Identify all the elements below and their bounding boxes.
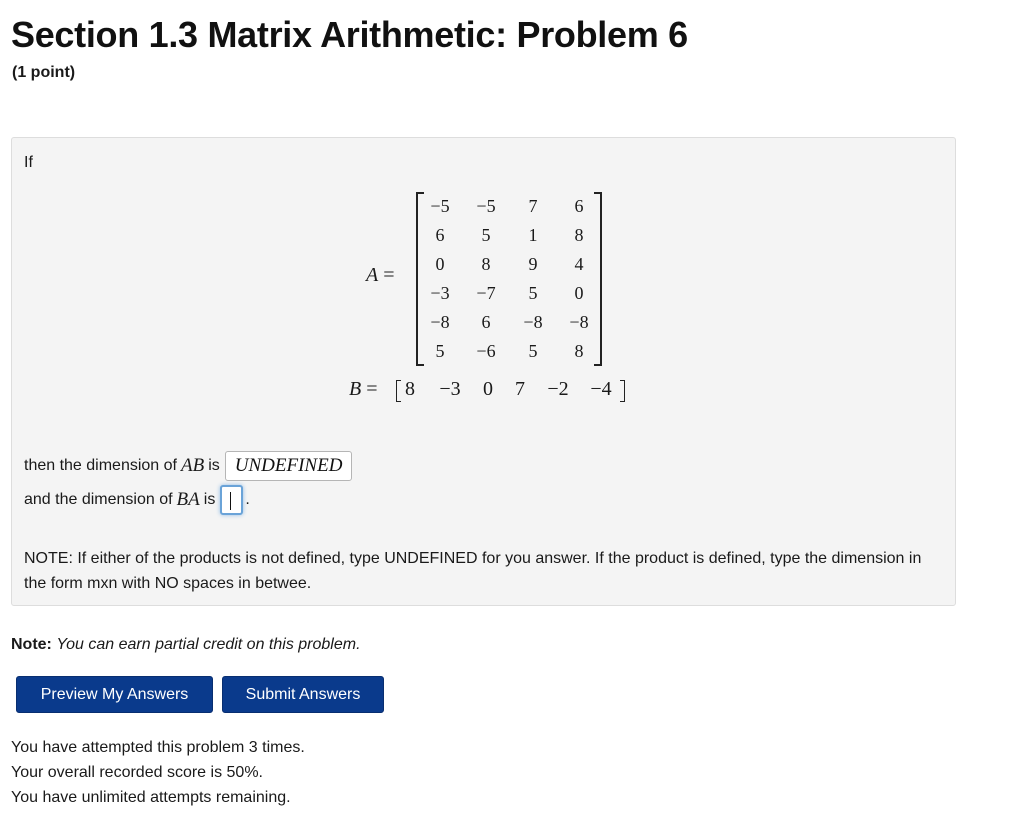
matrix-a-cell: 8 — [574, 225, 584, 245]
matrix-b-cell: 0 — [483, 378, 493, 400]
matrix-b-cell: −2 — [547, 378, 569, 400]
matrix-a-cell: 6 — [481, 312, 491, 332]
problem-body — [11, 137, 956, 606]
matrix-a-label: A = — [366, 264, 395, 286]
matrix-a — [416, 192, 602, 364]
partial-credit-text: You can earn partial credit on this problem. — [56, 636, 361, 653]
matrix-a-cell: −7 — [476, 283, 496, 303]
matrix-b-cell: 8 — [405, 378, 415, 400]
matrix-a-cell: 5 — [435, 341, 445, 361]
matrix-a-cell: 5 — [528, 341, 538, 361]
question-ba-prefix: and the dimension of — [24, 491, 173, 508]
matrix-b-cell: −4 — [590, 378, 612, 400]
remaining-attempts-text: You have unlimited attempts remaining. — [11, 789, 291, 806]
matrix-a-cell: 7 — [528, 196, 538, 216]
matrix-a-cell: 9 — [528, 254, 538, 274]
matrix-a-cell: 0 — [435, 254, 445, 274]
points-label: (1 point) — [12, 64, 76, 81]
matrix-a-cell: −6 — [476, 341, 496, 361]
question-ab-variable: AB — [181, 455, 205, 476]
matrix-a-cell: −3 — [430, 283, 450, 303]
matrix-b-cell: −3 — [439, 378, 461, 400]
matrix-a-left-bracket — [416, 192, 424, 366]
matrix-a-cell: −8 — [523, 312, 543, 332]
matrix-a-cell: 1 — [528, 225, 538, 245]
matrix-a-cell: 6 — [435, 225, 445, 245]
question-ba — [24, 485, 250, 515]
answer-ba-input[interactable] — [220, 485, 243, 515]
matrix-a-cell: −5 — [430, 196, 450, 216]
question-ab-suffix: is — [208, 457, 220, 474]
matrix-a-cell: 5 — [481, 225, 491, 245]
score-text: Your overall recorded score is 50%. — [11, 764, 263, 781]
matrix-b-label: B = — [349, 378, 378, 400]
text-cursor — [230, 492, 231, 510]
matrix-a-cell: 0 — [574, 283, 584, 303]
attempts-text: You have attempted this problem 3 times. — [11, 739, 305, 756]
matrix-a-cell: 8 — [574, 341, 584, 361]
question-ba-variable: BA — [176, 489, 200, 510]
matrix-a-cell: 4 — [574, 254, 584, 274]
matrix-a-cell: 8 — [481, 254, 491, 274]
matrix-a-cell: −8 — [430, 312, 450, 332]
matrix-a-cell: 6 — [574, 196, 584, 216]
question-ab — [24, 451, 352, 481]
attempt-status — [11, 735, 305, 810]
page-title: Section 1.3 Matrix Arithmetic: Problem 6 — [11, 14, 688, 55]
matrix-b-right-bracket — [620, 380, 625, 402]
matrix-a-right-bracket — [594, 192, 602, 366]
answer-ab-input[interactable]: UNDEFINED — [225, 451, 353, 481]
question-ba-suffix: is — [203, 491, 216, 508]
matrix-a-cell: −5 — [476, 196, 496, 216]
problem-intro: If — [24, 154, 33, 171]
sentence-period: . — [245, 491, 250, 508]
question-ab-prefix: then the dimension of — [24, 457, 177, 474]
partial-credit-note — [11, 636, 361, 654]
matrix-b-cell: 7 — [515, 378, 525, 400]
preview-answers-button[interactable]: Preview My Answers — [16, 676, 213, 713]
matrix-a-cell: 5 — [528, 283, 538, 303]
matrix-b — [349, 378, 639, 404]
submit-answers-button[interactable]: Submit Answers — [222, 676, 384, 713]
partial-credit-label: Note: — [11, 636, 52, 653]
problem-note: NOTE: If either of the products is not defined, type UNDEFINED for you answer. If the product is defined, type the dimension in the form mxn with NO spaces in betwee. — [24, 550, 922, 592]
matrix-a-cell: −8 — [569, 312, 589, 332]
